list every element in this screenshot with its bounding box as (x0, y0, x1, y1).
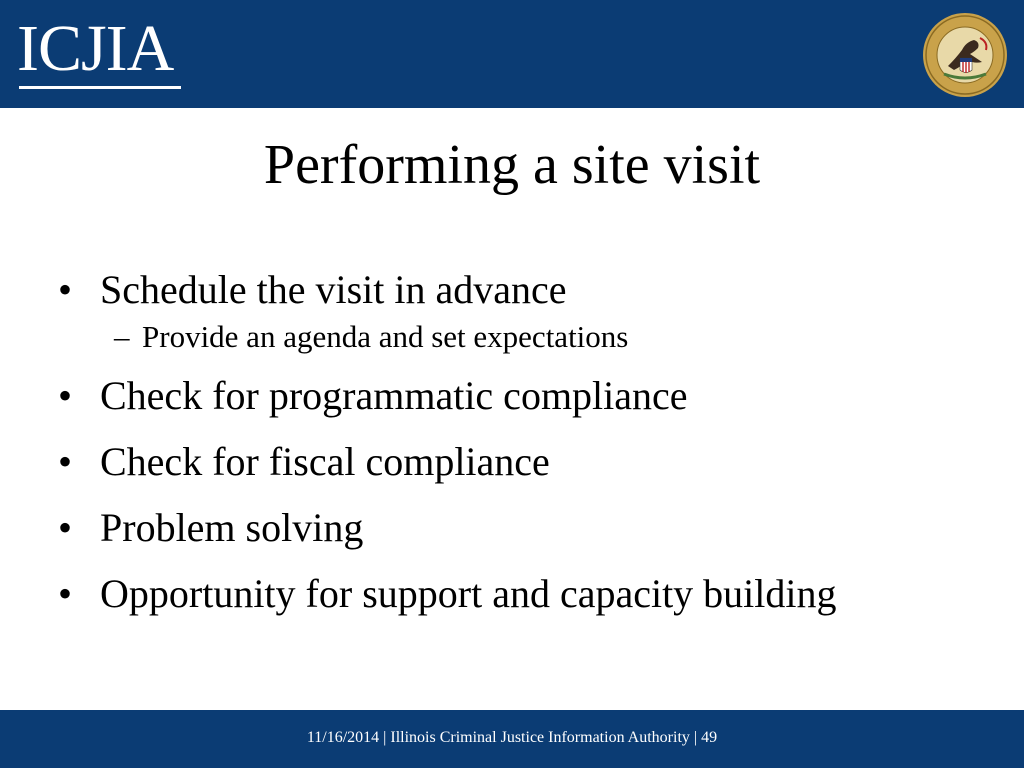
footer-text: 11/16/2014 | Illinois Criminal Justice Information Authority | 49 (306, 729, 718, 746)
bullet-item (58, 503, 998, 553)
bullet-text: Problem solving (100, 505, 364, 550)
bullet-marker: • (58, 373, 73, 418)
bullet-text: Opportunity for support and capacity building (100, 571, 837, 616)
bullet-marker: • (58, 505, 73, 550)
bullet-marker: • (58, 439, 73, 484)
bullet-text: Schedule the visit in advance (100, 267, 567, 312)
logo-text: ICJIA (17, 12, 174, 85)
bullet-marker: • (58, 571, 73, 616)
logo-underline (19, 86, 181, 89)
sub-bullet-marker: – (114, 319, 130, 354)
bullet-item (58, 569, 998, 619)
sub-bullet-item (58, 317, 998, 357)
header-band (0, 0, 1024, 108)
sub-bullet-text: Provide an agenda and set expectations (142, 319, 629, 354)
bullet-marker: • (58, 267, 73, 312)
bullet-item (58, 371, 998, 421)
state-seal-icon (922, 12, 1008, 98)
bullet-list (58, 265, 998, 619)
bullet-item (58, 437, 998, 487)
bullet-text: Check for fiscal compliance (100, 439, 550, 484)
slide-title: Performing a site visit (263, 134, 761, 196)
bullet-item (58, 265, 998, 315)
icjia-logo (17, 14, 183, 94)
bullet-text: Check for programmatic compliance (100, 373, 688, 418)
